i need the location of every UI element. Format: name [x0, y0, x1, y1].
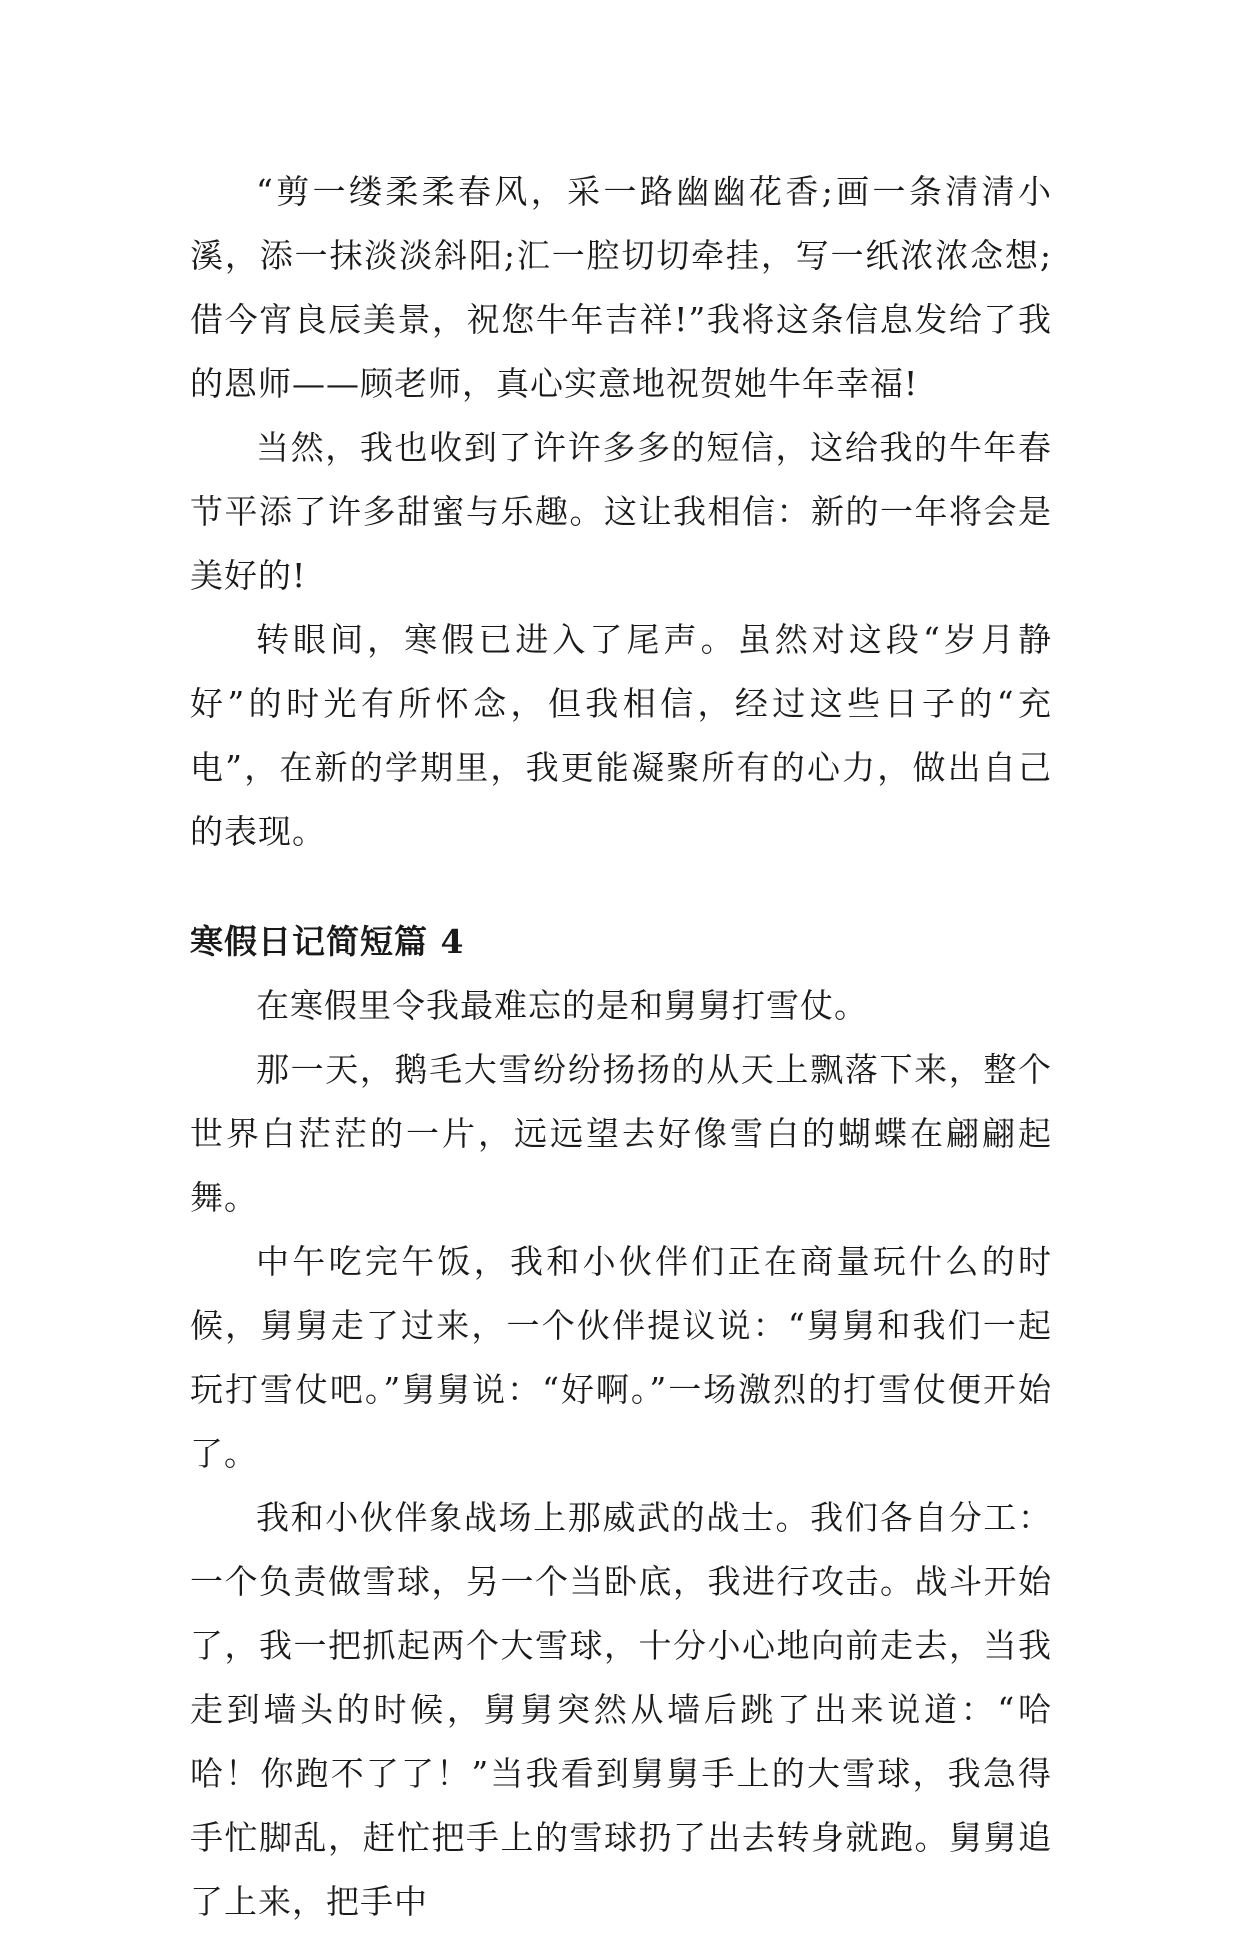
paragraph-new-year-message: “剪一缕柔柔春风，采一路幽幽花香;画一条清清小溪，添一抹淡淡斜阳;汇一腔切切牵挂，写一纸浓浓念想;借今宵良辰美景，祝您牛年吉祥!”我将这条信息发给了我的恩师——顾老师，真心实意地祝贺她牛年幸福! [190, 172, 1052, 403]
paragraph-battle: 我和小伙伴象战场上那威武的战士。我们各自分工：一个负责做雪球，另一个当卧底，我进行攻击。战斗开始了，我一把抓起两个大雪球，十分小心地向前走去，当我走到墙头的时候，舅舅突然从墙后跳了出来说道：“哈哈！你跑不了了！”当我看到舅舅手上的大雪球，我急得手忙脚乱，赶忙把手上的雪球扔了出去转身就跑。舅舅追了上来，把手中 [190, 1498, 1052, 1921]
document-page [190, 160, 1052, 1934]
paragraph-snowball-intro: 在寒假里令我最难忘的是和舅舅打雪仗。 [256, 986, 868, 1025]
paragraph-lunch: 中午吃完午饭，我和小伙伴们正在商量玩什么的时候，舅舅走了过来，一个伙伴提议说：“舅舅和我们一起玩打雪仗吧。”舅舅说：“好啊。”一场激烈的打雪仗便开始了。 [190, 1242, 1052, 1473]
paragraph-received-messages: 当然，我也收到了许许多多的短信，这给我的牛年春节平添了许多甜蜜与乐趣。这让我相信：新的一年将会是美好的! [190, 428, 1052, 595]
section-heading: 寒假日记简短篇 4 [190, 922, 465, 961]
paragraph-end-of-holiday: 转眼间，寒假已进入了尾声。虽然对这段“岁月静好”的时光有所怀念，但我相信，经过这些日子的“充电”，在新的学期里，我更能凝聚所有的心力，做出自己的表现。 [190, 620, 1052, 851]
paragraph-snowfall: 那一天，鹅毛大雪纷纷扬扬的从天上飘落下来，整个世界白茫茫的一片，远远望去好像雪白的蝴蝶在翩翩起舞。 [190, 1050, 1052, 1217]
